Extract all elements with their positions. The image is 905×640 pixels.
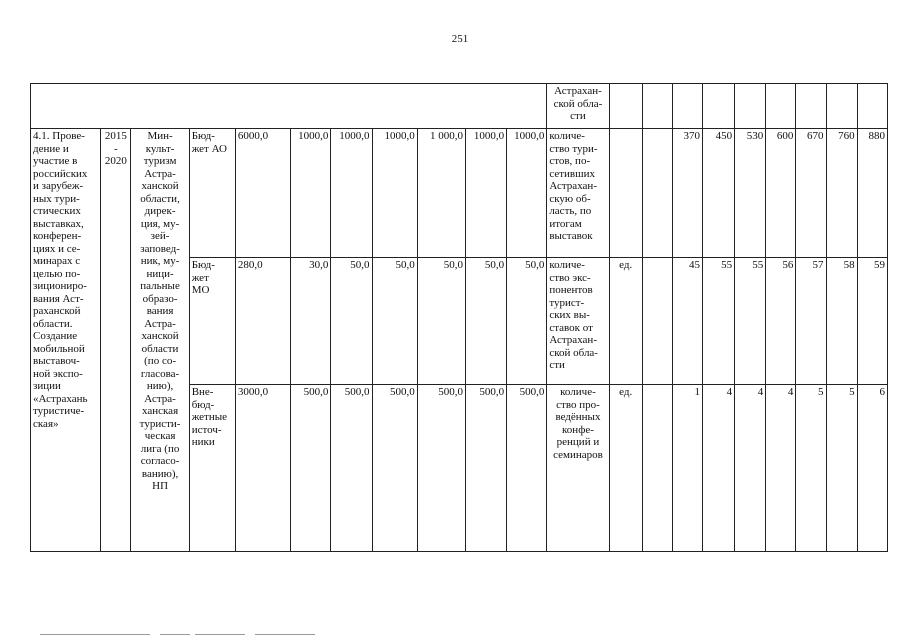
indicator-target: 670 [796, 129, 826, 258]
scan-artifact-line [195, 634, 245, 635]
funding-total: 6000,0 [235, 129, 290, 258]
funding-source: Вне- бюд- жетные источ- ники [189, 385, 235, 552]
indicator-target: 59 [857, 258, 887, 385]
funding-source: Бюд- жет МО [189, 258, 235, 385]
indicator-target: 450 [702, 129, 734, 258]
funding-year: 50,0 [465, 258, 506, 385]
funding-year: 50,0 [331, 258, 372, 385]
unit-empty-cell [609, 84, 642, 129]
indicator-target: 56 [766, 258, 796, 385]
measure-period: 2015- 2020 [101, 129, 131, 552]
indicator-target: 530 [735, 129, 766, 258]
target-empty-cell [857, 84, 887, 129]
funding-year: 500,0 [417, 385, 465, 552]
base-empty-cell [642, 84, 672, 129]
funding-year: 1000,0 [331, 129, 372, 258]
indicator-target: 760 [826, 129, 857, 258]
target-empty-cell [826, 84, 857, 129]
indicator-target: 4 [702, 385, 734, 552]
indicator-target: 55 [735, 258, 766, 385]
program-table [30, 83, 888, 552]
scan-artifact-line [255, 634, 315, 635]
indicator-target: 1 [672, 385, 702, 552]
indicator-target: 4 [735, 385, 766, 552]
funding-year: 30,0 [291, 258, 331, 385]
funding-year: 500,0 [372, 385, 417, 552]
page-number: 251 [451, 33, 469, 45]
empty-header-cell [31, 84, 547, 129]
funding-year: 500,0 [331, 385, 372, 552]
indicator-unit: ед. [609, 258, 642, 385]
indicator-name: количе- ство экс- понентов турист- ских вы- ставок от Астрахан- ской обла- сти [547, 258, 609, 385]
funding-year: 500,0 [507, 385, 547, 552]
indicator-target: 880 [857, 129, 887, 258]
indicator-unit [609, 129, 642, 258]
funding-year: 50,0 [372, 258, 417, 385]
indicator-unit: ед. [609, 385, 642, 552]
funding-year: 1000,0 [507, 129, 547, 258]
target-empty-cell [766, 84, 796, 129]
funding-year: 500,0 [291, 385, 331, 552]
scan-artifact-line [160, 634, 190, 635]
funding-year: 1000,0 [372, 129, 417, 258]
measure-executors: Мин- культ- туризм Астра- ханской области, дирек- ция, му- зей- заповед- ник, му- ници- пальные образо- вания Астра- ханской области (по со- гласова- нию), Астра- ханская туристи- ческая лига (по согласо- ванию), НП [131, 129, 189, 552]
funding-year: 500,0 [465, 385, 506, 552]
scan-artifact-line [40, 634, 150, 635]
funding-total: 3000,0 [235, 385, 290, 552]
indicator-target: 5 [796, 385, 826, 552]
indicator-target: 57 [796, 258, 826, 385]
indicator-base [642, 385, 672, 552]
indicator-continuation: Астрахан- ской обла- сти [547, 84, 609, 129]
funding-year: 1000,0 [291, 129, 331, 258]
continued-header-row [31, 84, 888, 129]
indicator-target: 4 [766, 385, 796, 552]
funding-year: 50,0 [417, 258, 465, 385]
indicator-target: 370 [672, 129, 702, 258]
target-empty-cell [796, 84, 826, 129]
indicator-target: 45 [672, 258, 702, 385]
indicator-base [642, 258, 672, 385]
target-empty-cell [702, 84, 734, 129]
target-empty-cell [735, 84, 766, 129]
indicator-name: количе- ство тури- стов, по- сетивших Астрахан- скую об- ласть, по итогам выставок [547, 129, 609, 258]
funding-year: 1 000,0 [417, 129, 465, 258]
indicator-base [642, 129, 672, 258]
table-row [31, 129, 888, 258]
indicator-target: 58 [826, 258, 857, 385]
funding-year: 50,0 [507, 258, 547, 385]
funding-total: 280,0 [235, 258, 290, 385]
indicator-name: количе- ство про- ведённых конфе- ренций и семинаров [547, 385, 609, 552]
funding-source: Бюд- жет АО [189, 129, 235, 258]
indicator-target: 6 [857, 385, 887, 552]
indicator-target: 55 [702, 258, 734, 385]
funding-year: 1000,0 [465, 129, 506, 258]
indicator-target: 5 [826, 385, 857, 552]
target-empty-cell [672, 84, 702, 129]
measure-title: 4.1. Прове- дение и участие в российских и зарубеж- ных тури- стических выставках, конферен- циях и се- минарах с целью по- зициониро- вания Аст- раханской области. Создание мобильной выставоч- ной экспо- зиции «Астрахань туристиче- ская» [31, 129, 101, 552]
indicator-target: 600 [766, 129, 796, 258]
